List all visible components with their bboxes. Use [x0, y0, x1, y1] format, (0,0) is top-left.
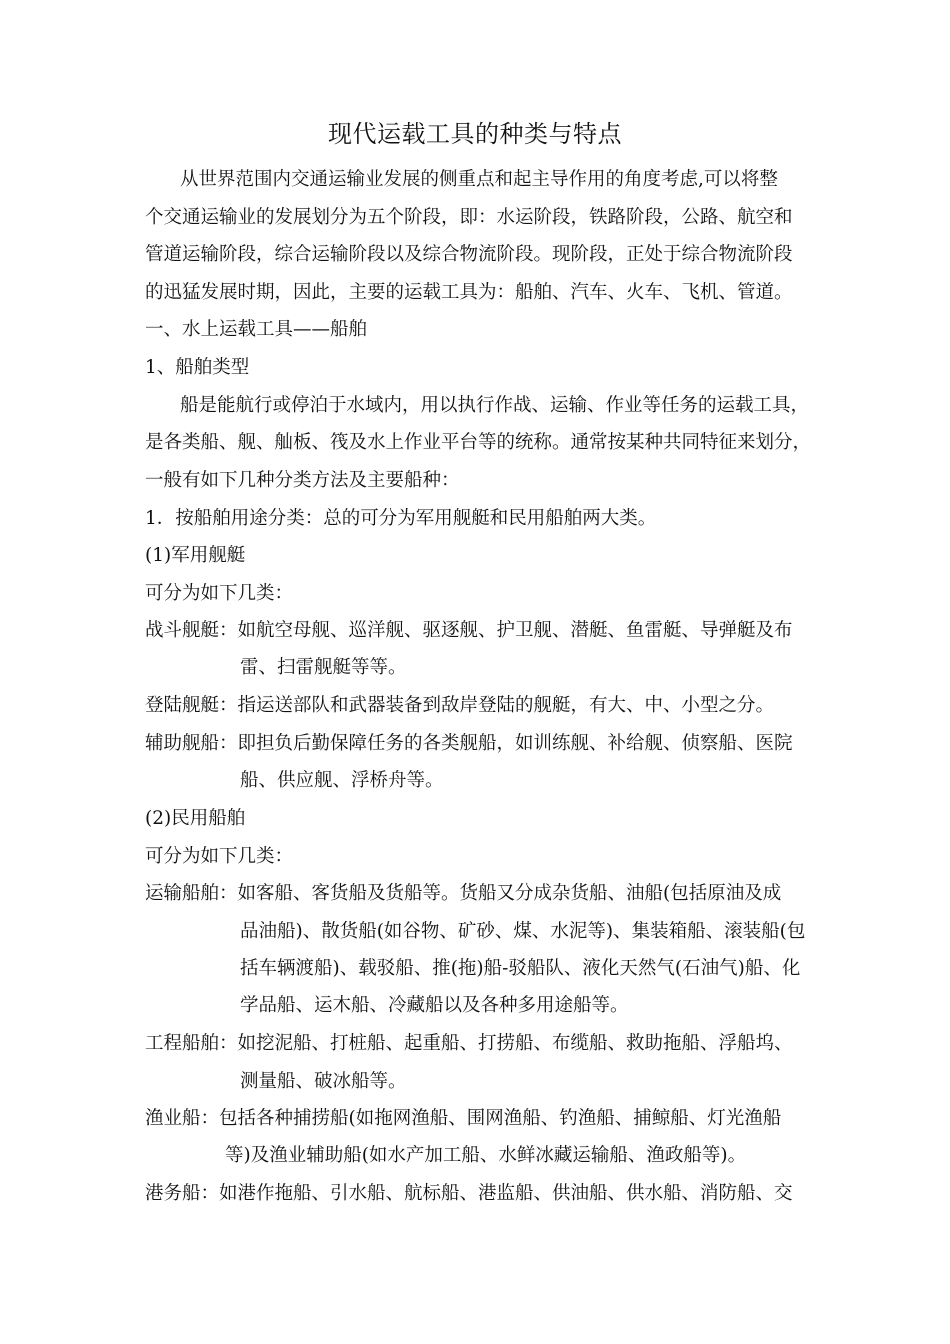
paragraph-line: 个交通运输业的发展划分为五个阶段，即：水运阶段，铁路阶段，公路、航空和 [145, 207, 793, 228]
definition-line: 工程船舶：如挖泥船、打桩船、起重船、打捞船、布缆船、救助拖船、浮船坞、 [145, 1033, 793, 1054]
definition-line: 登陆舰艇：指运送部队和武器装备到敌岸登陆的舰艇，有大、中、小型之分。 [145, 695, 775, 716]
section-heading: 一、水上运载工具——船舶 [145, 319, 368, 340]
paragraph-line: 的迅猛发展时期，因此，主要的运载工具为：船舶、汽车、火车、飞机、管道。 [145, 282, 793, 303]
paragraph-line: 可分为如下几类： [145, 846, 294, 867]
definition-line: 运输船舶：如客船、客货船及货船等。货船又分成杂货船、油船(包括原油及成 [145, 883, 782, 904]
definition-continuation: 船、供应舰、浮桥舟等。 [240, 770, 444, 791]
definition-line: 港务船：如港作拖船、引水船、航标船、港监船、供油船、供水船、消防船、交 [145, 1183, 793, 1204]
document-title: 现代运载工具的种类与特点 [328, 120, 622, 148]
list-heading: (2)民用船舶 [145, 808, 246, 829]
subsection-heading: 1、船舶类型 [145, 357, 250, 378]
definition-continuation: 品油船)、散货船(如谷物、矿砂、煤、水泥等)、集装箱船、滚装船(包 [240, 921, 806, 942]
definition-line: 渔业船：包括各种捕捞船(如拖网渔船、围网渔船、钓渔船、捕鲸船、灯光渔船 [145, 1108, 782, 1129]
definition-continuation: 雷、扫雷舰艇等等。 [240, 657, 407, 678]
paragraph-line: 一般有如下几种分类方法及主要船种： [145, 470, 460, 491]
list-heading: (1)军用舰艇 [145, 545, 246, 566]
definition-continuation: 括车辆渡船)、载驳船、推(拖)船-驳船队、液化天然气(石油气)船、化 [240, 958, 801, 979]
paragraph-line: 管道运输阶段，综合运输阶段以及综合物流阶段。现阶段，正处于综合物流阶段 [145, 244, 793, 265]
paragraph-line: 从世界范围内交通运输业发展的侧重点和起主导作用的角度考虑,可以将整 [180, 169, 778, 190]
definition-continuation: 等)及渔业辅助船(如水产加工船、水鲜冰藏运输船、渔政船等)。 [225, 1145, 747, 1166]
paragraph-line: 船是能航行或停泊于水域内，用以执行作战、运输、作业等任务的运载工具， [180, 395, 810, 416]
paragraph-line: 是各类船、舰、舢板、筏及水上作业平台等的统称。通常按某种共同特征来划分， [145, 432, 812, 453]
definition-line: 辅助舰船：即担负后勤保障任务的各类舰船，如训练舰、补给舰、侦察船、医院 [145, 733, 793, 754]
paragraph-line: 1．按船舶用途分类：总的可分为军用舰艇和民用船舶两大类。 [145, 508, 657, 529]
definition-line: 战斗舰艇：如航空母舰、巡洋舰、驱逐舰、护卫舰、潜艇、鱼雷艇、导弹艇及布 [145, 620, 793, 641]
definition-continuation: 学品船、运木船、冷藏船以及各种多用途船等。 [240, 995, 629, 1016]
paragraph-line: 可分为如下几类： [145, 583, 294, 604]
definition-continuation: 测量船、破冰船等。 [240, 1071, 407, 1092]
